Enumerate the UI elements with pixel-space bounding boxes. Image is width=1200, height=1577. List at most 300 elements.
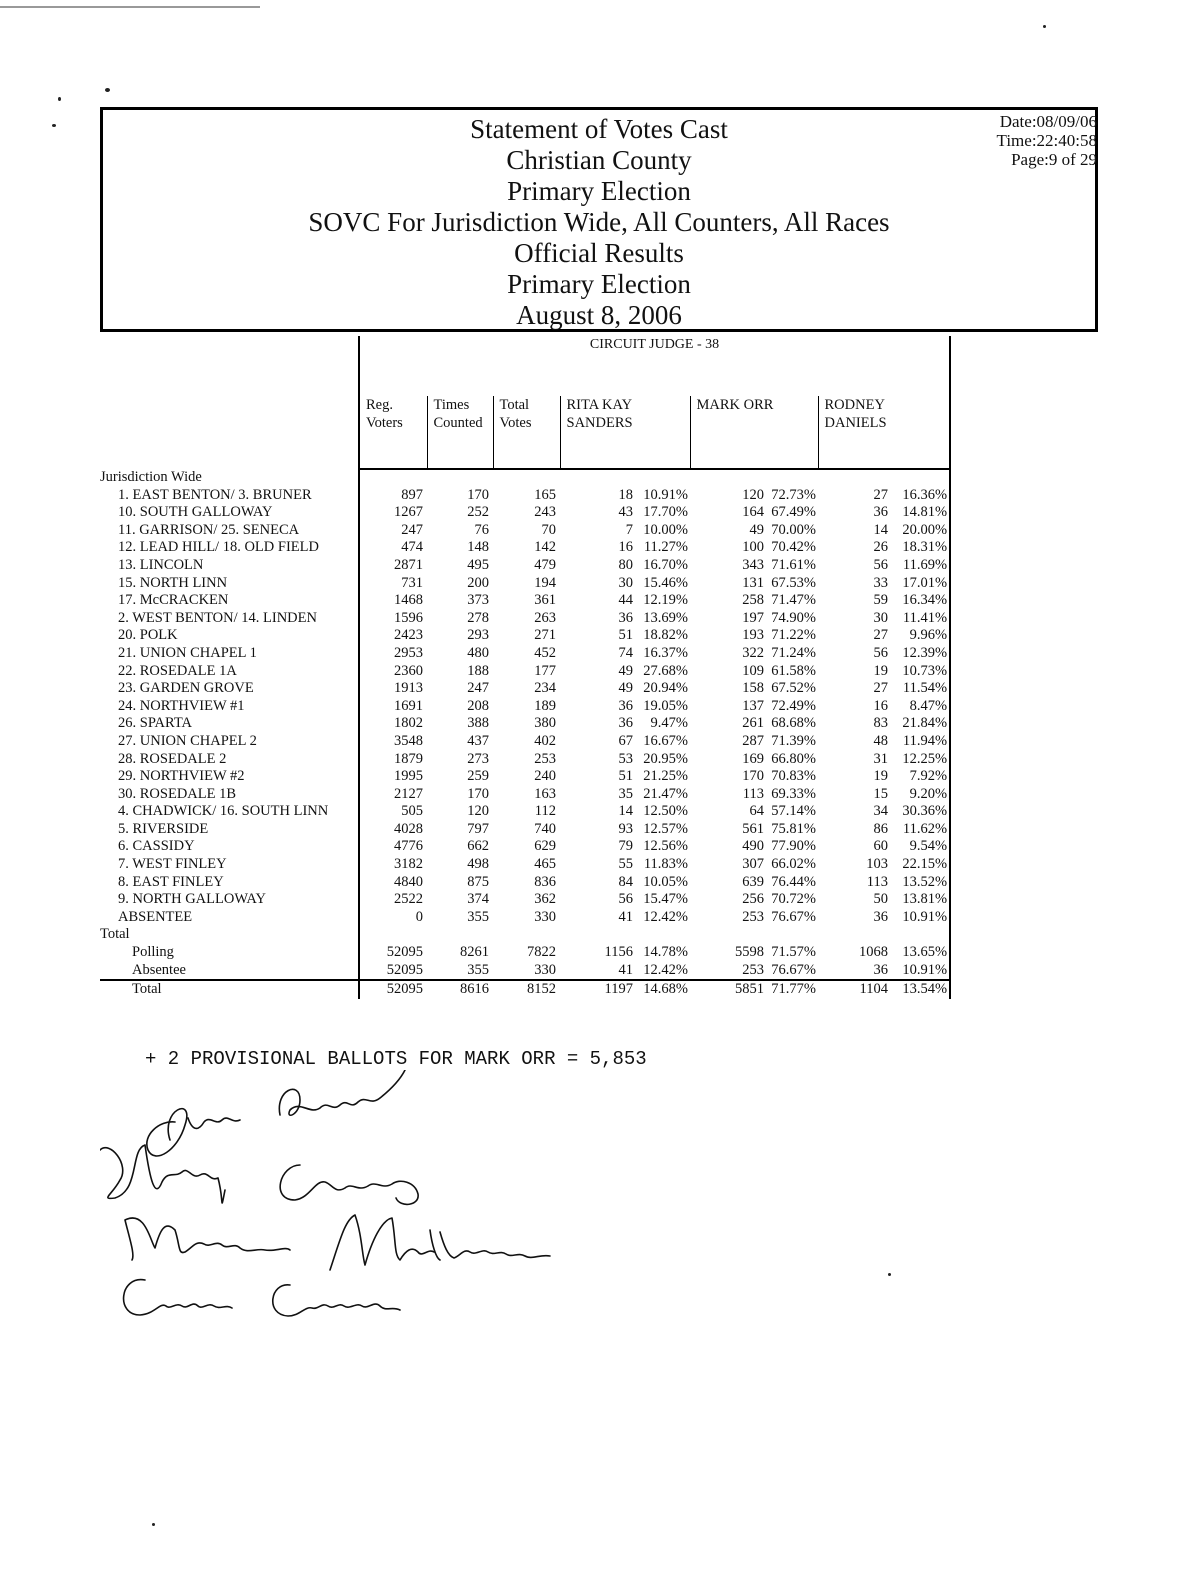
jurisdiction-name: 26. SPARTA	[118, 715, 192, 732]
table-row	[100, 539, 950, 557]
times-counted: 259	[467, 768, 489, 785]
sanders-votes: 51	[618, 768, 633, 785]
orr-pct: 72.49%	[771, 697, 816, 714]
daniels-pct: 18.31%	[892, 539, 950, 557]
daniels-pct: 10.91%	[892, 909, 950, 927]
total-label: Total	[100, 926, 130, 943]
times-counted: 188	[467, 662, 489, 679]
scan-speck	[1043, 25, 1046, 28]
subtotal-row	[100, 962, 950, 981]
orr-pct: 77.90%	[771, 838, 816, 855]
results-table	[100, 336, 951, 999]
reg-voters: 4776	[359, 838, 427, 856]
table-row	[100, 610, 950, 628]
daniels-pct: 10.91%	[892, 962, 950, 981]
sanders-pct: 10.00%	[643, 521, 688, 538]
jurisdiction-name: 30. ROSEDALE 1B	[118, 785, 237, 802]
reg-voters: 474	[359, 539, 427, 557]
race-title: CIRCUIT JUDGE - 38	[359, 336, 950, 396]
reg-voters: 1913	[359, 680, 427, 698]
sanders-votes: 56	[618, 891, 633, 908]
jurisdiction-name: 12. LEAD HILL/ 18. OLD FIELD	[118, 539, 319, 556]
table-row	[100, 680, 950, 698]
sanders-votes: 30	[618, 574, 633, 591]
total-votes: 7822	[527, 944, 556, 961]
orr-votes: 256	[742, 891, 764, 908]
times-counted: 247	[467, 680, 489, 697]
times-counted: 252	[467, 504, 489, 521]
total-votes: 380	[534, 715, 556, 732]
results-body	[100, 469, 950, 999]
daniels-votes: 36	[873, 504, 888, 521]
reg-voters: 731	[359, 575, 427, 593]
daniels-pct: 13.54%	[892, 980, 950, 999]
sanders-pct: 16.70%	[643, 556, 688, 573]
times-counted: 208	[467, 697, 489, 714]
jurisdiction-name: 5. RIVERSIDE	[118, 820, 209, 837]
reg-voters: 3548	[359, 733, 427, 751]
daniels-pct: 11.54%	[892, 680, 950, 698]
table-row	[100, 803, 950, 821]
orr-pct: 70.72%	[771, 891, 816, 908]
scan-speck	[52, 124, 56, 127]
sanders-votes: 49	[618, 680, 633, 697]
times-counted: 373	[467, 592, 489, 609]
total-votes: 361	[534, 592, 556, 609]
jurisdiction-name: 17. McCRACKEN	[118, 592, 229, 609]
title-line: Official Results	[514, 238, 684, 268]
report-time: Time:22:40:58	[996, 131, 1097, 150]
table-row	[100, 557, 950, 575]
orr-votes: 131	[742, 574, 764, 591]
daniels-pct: 22.15%	[892, 856, 950, 874]
jurisdiction-name: 11. GARRISON/ 25. SENECA	[118, 521, 300, 538]
sanders-votes: 36	[618, 609, 633, 626]
table-row	[100, 786, 950, 804]
orr-pct: 75.81%	[771, 820, 816, 837]
orr-votes: 258	[742, 592, 764, 609]
jurisdiction-name: 2. WEST BENTON/ 14. LINDEN	[118, 609, 317, 626]
reg-voters: 2953	[359, 645, 427, 663]
daniels-pct: 9.96%	[892, 627, 950, 645]
table-row	[100, 522, 950, 540]
table-row	[100, 715, 950, 733]
orr-votes: 113	[742, 785, 764, 802]
orr-votes: 197	[742, 609, 764, 626]
section-row	[100, 469, 950, 487]
daniels-votes: 27	[873, 680, 888, 697]
daniels-pct: 13.81%	[892, 891, 950, 909]
times-counted: 437	[467, 732, 489, 749]
col-header-candidate-sanders: RITA KAY SANDERS	[560, 396, 690, 469]
total-votes: 740	[534, 820, 556, 837]
total-votes: 194	[534, 574, 556, 591]
total-votes: 8152	[527, 981, 556, 998]
times-counted: 278	[467, 609, 489, 626]
jurisdiction-name: 15. NORTH LINN	[118, 574, 228, 591]
reg-voters: 1879	[359, 751, 427, 769]
jurisdiction-name: 29. NORTHVIEW #2	[118, 768, 245, 785]
total-votes: 402	[534, 732, 556, 749]
sanders-votes: 36	[618, 697, 633, 714]
total-votes: 836	[534, 873, 556, 890]
col-header-candidate-orr: MARK ORR	[690, 396, 818, 469]
orr-votes: 639	[742, 873, 764, 890]
table-row	[100, 838, 950, 856]
reg-voters: 1596	[359, 610, 427, 628]
orr-pct: 74.90%	[771, 609, 816, 626]
table-row	[100, 627, 950, 645]
orr-votes: 169	[742, 750, 764, 767]
title-line: Statement of Votes Cast	[470, 114, 728, 144]
daniels-votes: 15	[873, 785, 888, 802]
scan-speck	[152, 1523, 155, 1526]
signature-block	[100, 1070, 600, 1340]
times-counted: 76	[474, 521, 489, 538]
daniels-votes: 56	[873, 556, 888, 573]
reg-voters: 1691	[359, 698, 427, 716]
orr-pct: 61.58%	[771, 662, 816, 679]
daniels-votes: 1068	[859, 944, 888, 961]
orr-pct: 70.42%	[771, 539, 816, 556]
table-row	[100, 663, 950, 681]
sanders-votes: 7	[625, 521, 633, 538]
total-votes: 70	[541, 521, 556, 538]
jurisdiction-name: Total	[132, 981, 162, 998]
sanders-votes: 18	[618, 486, 633, 503]
daniels-votes: 19	[873, 768, 888, 785]
report-meta	[997, 112, 1097, 169]
daniels-pct: 11.41%	[892, 610, 950, 628]
reg-voters: 3182	[359, 856, 427, 874]
col-header-total-votes: Total Votes	[493, 396, 560, 469]
total-label-row	[100, 926, 950, 944]
orr-votes: 5598	[735, 944, 764, 961]
daniels-pct: 16.36%	[892, 487, 950, 505]
daniels-votes: 36	[818, 962, 892, 981]
report-date: Date:08/09/06	[999, 112, 1097, 131]
jurisdiction-name: 8. EAST FINLEY	[118, 873, 224, 890]
jurisdiction-name: 13. LINCOLN	[118, 556, 204, 573]
jurisdiction-name: 20. POLK	[118, 627, 178, 644]
times-counted: 170	[467, 486, 489, 503]
orr-pct: 71.22%	[771, 627, 816, 644]
table-row	[100, 504, 950, 522]
daniels-votes: 26	[873, 539, 888, 556]
sanders-pct: 16.67%	[643, 732, 688, 749]
sanders-votes: 67	[618, 732, 633, 749]
sanders-pct: 19.05%	[643, 697, 688, 714]
table-row	[100, 575, 950, 593]
daniels-votes: 56	[873, 644, 888, 661]
daniels-votes: 50	[873, 891, 888, 908]
reg-voters: 52095	[359, 944, 427, 962]
sanders-pct: 11.83%	[643, 856, 688, 873]
table-row	[100, 768, 950, 786]
orr-votes: 287	[742, 732, 764, 749]
report-header	[100, 107, 1098, 332]
daniels-votes: 31	[873, 750, 888, 767]
daniels-pct: 9.54%	[892, 838, 950, 856]
sanders-votes: 84	[618, 873, 633, 890]
daniels-votes: 14	[873, 521, 888, 538]
table-row	[100, 751, 950, 769]
total-votes: 243	[534, 504, 556, 521]
daniels-votes: 33	[873, 574, 888, 591]
sanders-pct: 10.05%	[643, 873, 688, 890]
sanders-pct: 10.91%	[643, 486, 688, 503]
jurisdiction-name: 21. UNION CHAPEL 1	[118, 644, 257, 661]
times-counted: 200	[467, 574, 489, 591]
orr-votes: 343	[742, 556, 764, 573]
orr-votes: 307	[742, 856, 764, 873]
report-page: Page:9 of 29	[1011, 150, 1097, 169]
jurisdiction-name: 23. GARDEN GROVE	[118, 680, 254, 697]
jurisdiction-name: 6. CASSIDY	[118, 838, 195, 855]
total-votes: 271	[534, 627, 556, 644]
orr-votes: 193	[742, 627, 764, 644]
times-counted: 388	[467, 715, 489, 732]
sanders-pct: 18.82%	[643, 627, 688, 644]
times-counted: 374	[467, 891, 489, 908]
sanders-pct: 16.37%	[643, 644, 688, 661]
jurisdiction-name: ABSENTEE	[118, 908, 193, 925]
orr-pct: 67.53%	[771, 574, 816, 591]
jurisdiction-name: 24. NORTHVIEW #1	[118, 697, 245, 714]
times-counted: 480	[467, 644, 489, 661]
scan-speck	[105, 88, 110, 92]
scan-artifact-line	[0, 6, 260, 8]
table-row	[100, 592, 950, 610]
orr-pct: 68.68%	[771, 715, 816, 732]
orr-votes: 253	[690, 962, 768, 981]
grand-total-row	[100, 980, 950, 999]
orr-pct: 70.83%	[771, 768, 816, 785]
reg-voters: 897	[359, 487, 427, 505]
daniels-pct: 12.25%	[892, 751, 950, 769]
daniels-votes: 113	[866, 873, 888, 890]
table-row	[100, 891, 950, 909]
signature-4	[124, 1280, 400, 1316]
col-header-candidate-daniels: RODNEY DANIELS	[818, 396, 950, 469]
jurisdiction-name: 1. EAST BENTON/ 3. BRUNER	[118, 486, 312, 503]
total-votes: 330	[534, 908, 556, 925]
total-votes: 465	[534, 856, 556, 873]
orr-votes: 109	[742, 662, 764, 679]
signature-1	[147, 1070, 405, 1156]
reg-voters: 1267	[359, 504, 427, 522]
orr-votes: 164	[742, 504, 764, 521]
reg-voters: 2522	[359, 891, 427, 909]
total-votes: 253	[534, 750, 556, 767]
daniels-votes: 103	[866, 856, 888, 873]
daniels-votes: 16	[873, 697, 888, 714]
col-header-times-counted: Times Counted	[427, 396, 493, 469]
sanders-pct: 12.57%	[643, 820, 688, 837]
sanders-votes: 36	[618, 715, 633, 732]
reg-voters: 1802	[359, 715, 427, 733]
orr-pct: 76.67%	[768, 962, 818, 981]
total-votes: 177	[534, 662, 556, 679]
sanders-pct: 13.69%	[643, 609, 688, 626]
sanders-pct: 12.19%	[643, 592, 688, 609]
daniels-votes: 59	[873, 592, 888, 609]
jurisdiction-name: Absentee	[100, 962, 359, 981]
times-counted: 355	[467, 908, 489, 925]
orr-votes: 490	[742, 838, 764, 855]
daniels-pct: 14.81%	[892, 504, 950, 522]
table-row	[100, 856, 950, 874]
sanders-pct: 15.47%	[643, 891, 688, 908]
sanders-votes: 51	[618, 627, 633, 644]
table-row	[100, 487, 950, 505]
orr-pct: 76.67%	[771, 908, 816, 925]
times-counted: 148	[467, 539, 489, 556]
daniels-votes: 19	[873, 662, 888, 679]
col-header-reg-voters: Reg. Voters	[359, 396, 427, 469]
orr-votes: 64	[749, 803, 764, 820]
daniels-votes: 27	[873, 486, 888, 503]
sanders-pct: 11.27%	[643, 539, 688, 556]
times-counted: 293	[467, 627, 489, 644]
daniels-votes: 1104	[859, 981, 888, 998]
reg-voters: 505	[359, 803, 427, 821]
orr-votes: 137	[742, 697, 764, 714]
orr-pct: 67.52%	[771, 680, 816, 697]
table-row	[100, 909, 950, 927]
sanders-pct: 21.25%	[643, 768, 688, 785]
sanders-pct: 12.56%	[643, 838, 688, 855]
daniels-pct: 12.39%	[892, 645, 950, 663]
orr-pct: 76.44%	[771, 873, 816, 890]
times-counted: 170	[467, 785, 489, 802]
orr-pct: 71.39%	[771, 732, 816, 749]
daniels-votes: 60	[873, 838, 888, 855]
sanders-votes: 43	[618, 504, 633, 521]
orr-votes: 5851	[735, 981, 764, 998]
orr-pct: 71.24%	[771, 644, 816, 661]
orr-votes: 253	[742, 908, 764, 925]
reg-voters: 0	[359, 909, 427, 927]
jurisdiction-name: 4. CHADWICK/ 16. SOUTH LINN	[118, 803, 329, 820]
reg-voters: 52095	[359, 980, 427, 999]
sanders-votes: 1197	[604, 981, 633, 998]
scan-speck	[58, 97, 61, 101]
reg-voters: 4840	[359, 874, 427, 892]
total-votes: 165	[534, 486, 556, 503]
daniels-votes: 36	[873, 908, 888, 925]
blank-corner	[100, 396, 359, 469]
daniels-pct: 7.92%	[892, 768, 950, 786]
sanders-pct: 17.70%	[643, 504, 688, 521]
orr-pct: 71.57%	[771, 944, 816, 961]
total-votes: 189	[534, 697, 556, 714]
times-counted: 797	[467, 820, 489, 837]
times-counted: 495	[467, 556, 489, 573]
daniels-pct: 16.34%	[892, 592, 950, 610]
signature-3	[125, 1215, 550, 1270]
subtotal-row	[100, 944, 950, 962]
jurisdiction-name: Polling	[132, 944, 174, 961]
table-row	[100, 698, 950, 716]
table-row	[100, 645, 950, 663]
daniels-pct: 10.73%	[892, 663, 950, 681]
title-line: August 8, 2006	[516, 300, 682, 330]
daniels-votes: 34	[873, 803, 888, 820]
orr-pct: 71.61%	[771, 556, 816, 573]
times-counted: 355	[427, 962, 493, 981]
daniels-votes: 83	[873, 715, 888, 732]
daniels-votes: 27	[873, 627, 888, 644]
sanders-votes: 49	[618, 662, 633, 679]
sanders-pct: 21.47%	[643, 785, 688, 802]
sanders-pct: 14.68%	[643, 981, 688, 998]
sanders-pct: 20.94%	[643, 680, 688, 697]
title-line: SOVC For Jurisdiction Wide, All Counters, All Races	[308, 207, 890, 237]
orr-pct: 71.77%	[771, 981, 816, 998]
daniels-pct: 20.00%	[892, 522, 950, 540]
total-votes: 362	[534, 891, 556, 908]
provisional-note: + 2 PROVISIONAL BALLOTS FOR MARK ORR = 5,853	[145, 1048, 647, 1070]
sanders-pct: 15.46%	[643, 574, 688, 591]
daniels-pct: 30.36%	[892, 803, 950, 821]
title-line: Christian County	[506, 145, 692, 175]
daniels-pct: 21.84%	[892, 715, 950, 733]
daniels-pct: 13.65%	[892, 944, 950, 962]
sanders-votes: 16	[618, 539, 633, 556]
orr-votes: 322	[742, 644, 764, 661]
orr-pct: 66.02%	[771, 856, 816, 873]
daniels-pct: 9.20%	[892, 786, 950, 804]
total-votes: 234	[534, 680, 556, 697]
reg-voters: 2127	[359, 786, 427, 804]
sanders-pct: 20.95%	[643, 750, 688, 767]
section-label: Jurisdiction Wide	[100, 469, 202, 485]
reg-voters: 52095	[359, 962, 427, 981]
jurisdiction-name: 10. SOUTH GALLOWAY	[118, 504, 273, 521]
total-votes: 452	[534, 644, 556, 661]
sanders-votes: 41	[560, 962, 637, 981]
orr-votes: 120	[742, 486, 764, 503]
table-row	[100, 874, 950, 892]
total-votes: 263	[534, 609, 556, 626]
orr-pct: 71.47%	[771, 592, 816, 609]
daniels-votes: 30	[873, 609, 888, 626]
reg-voters: 4028	[359, 821, 427, 839]
signature-2	[100, 1145, 418, 1204]
times-counted: 273	[467, 750, 489, 767]
sanders-pct: 14.78%	[643, 944, 688, 961]
title-line: Primary Election	[507, 269, 691, 299]
reg-voters: 247	[359, 522, 427, 540]
daniels-pct: 11.69%	[892, 557, 950, 575]
total-votes: 479	[534, 556, 556, 573]
daniels-pct: 11.62%	[892, 821, 950, 839]
times-counted: 8261	[460, 944, 489, 961]
reg-voters: 2360	[359, 663, 427, 681]
jurisdiction-name: 7. WEST FINLEY	[118, 856, 227, 873]
table-row	[100, 821, 950, 839]
orr-pct: 69.33%	[771, 785, 816, 802]
sanders-votes: 41	[618, 908, 633, 925]
jurisdiction-name: 28. ROSEDALE 2	[118, 750, 227, 767]
total-votes: 629	[534, 838, 556, 855]
scan-speck	[888, 1273, 891, 1276]
sanders-pct: 27.68%	[643, 662, 688, 679]
reg-voters: 2423	[359, 627, 427, 645]
orr-pct: 70.00%	[771, 521, 816, 538]
jurisdiction-name: 9. NORTH GALLOWAY	[118, 891, 267, 908]
